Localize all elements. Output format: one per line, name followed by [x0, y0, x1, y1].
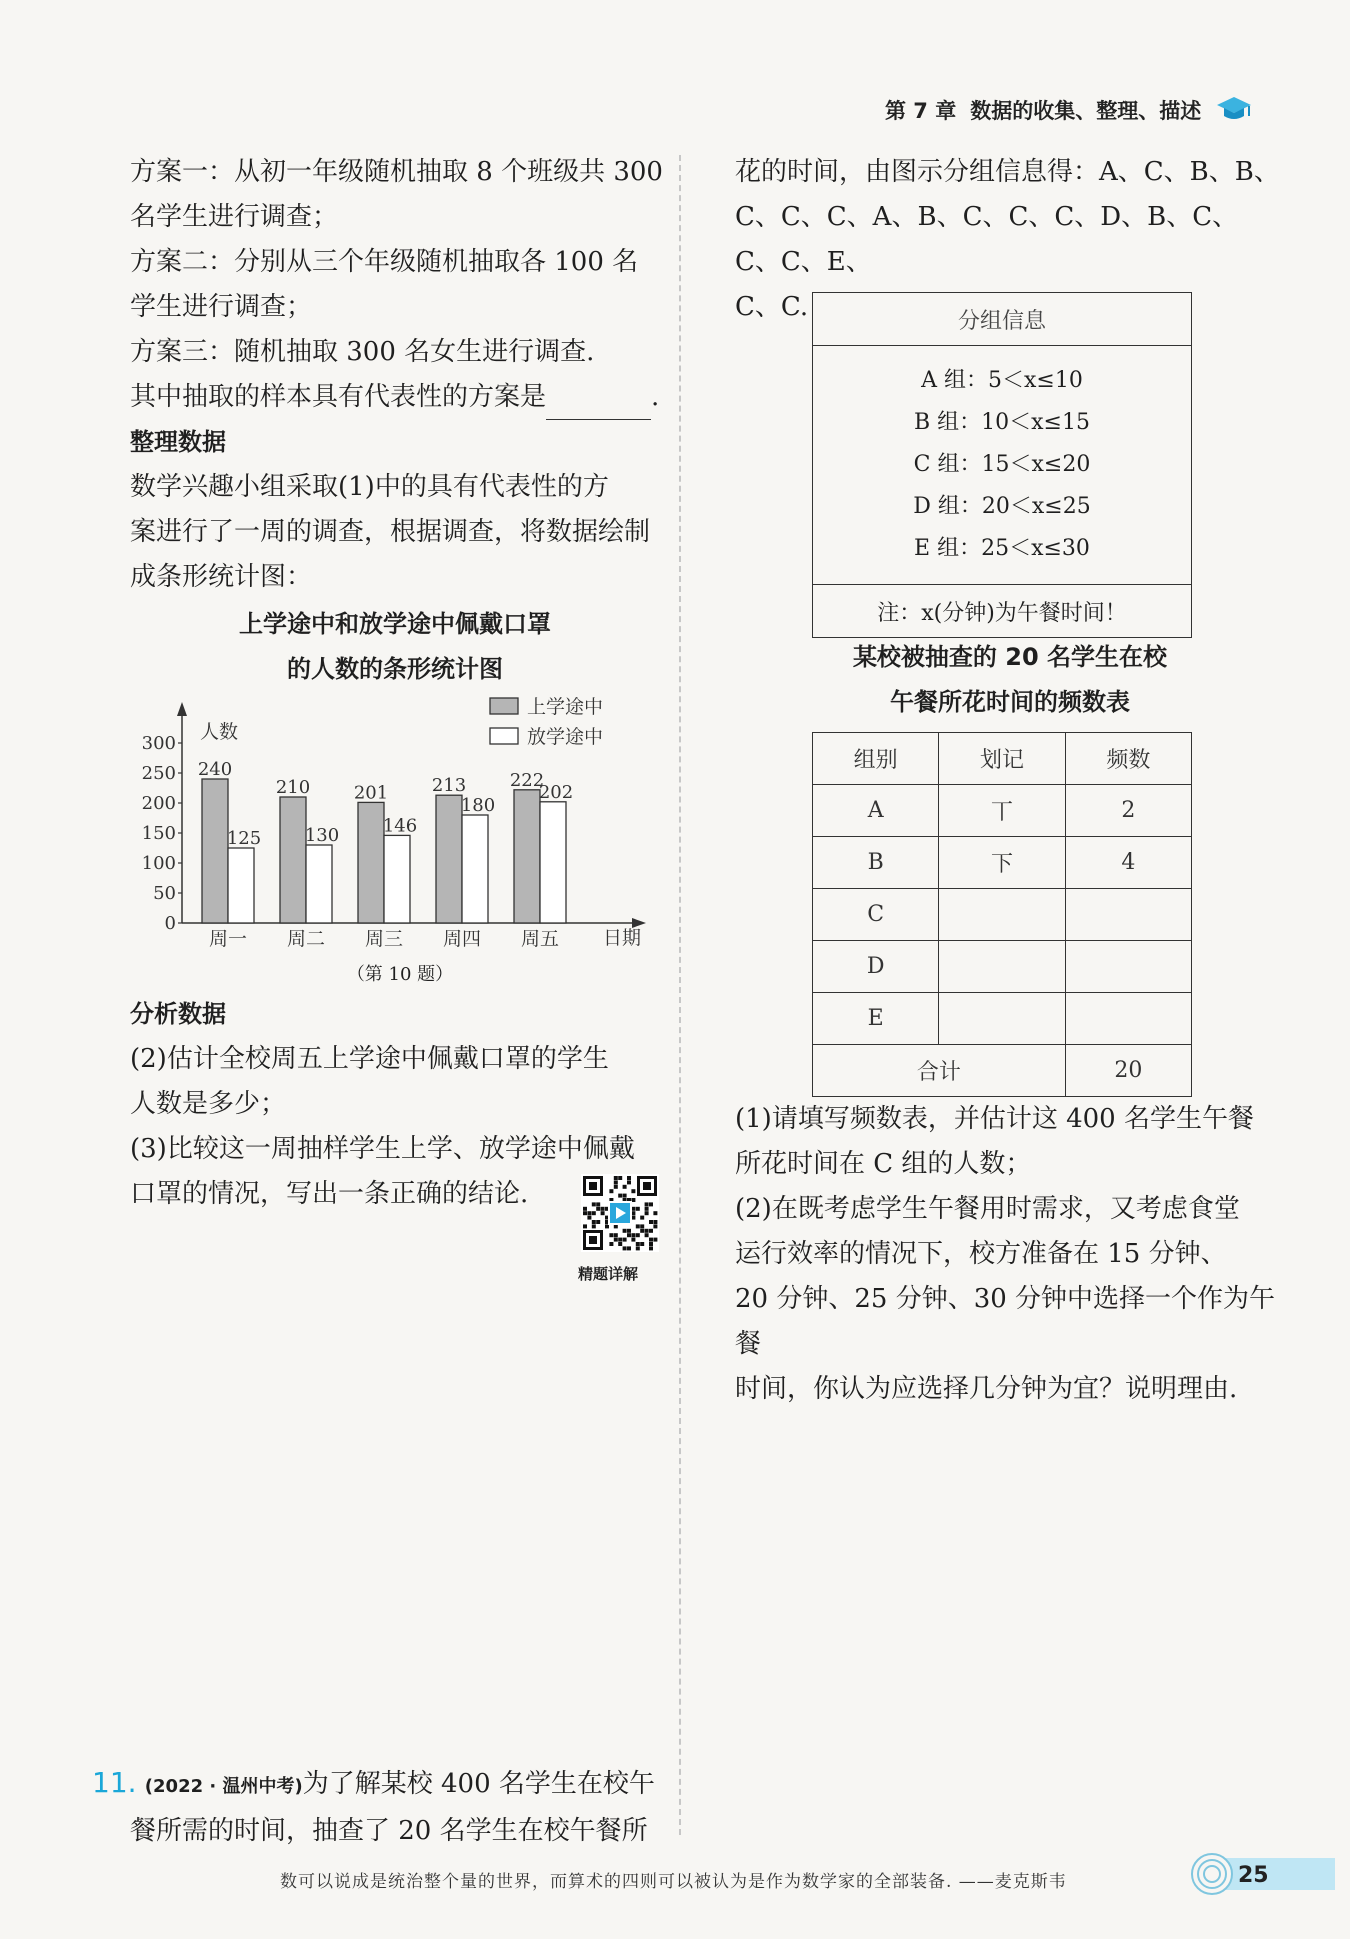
header-tally: 划记 [939, 733, 1065, 785]
group-info-note: 注：x(分钟)为午餐时间！ [813, 585, 1192, 638]
y-tick-label: 150 [141, 823, 176, 844]
answer-blank[interactable] [546, 391, 651, 420]
table-row: E [813, 993, 1192, 1045]
page-number: 25 [1238, 1863, 1269, 1888]
group-info-row-b: B 组：10＜x≤15 [914, 410, 1090, 435]
bar-value-label: 146 [382, 815, 418, 837]
legend-swatch [490, 728, 518, 744]
right-question-2-line-4: 时间，你认为应选择几分钟为宜？说明理由. [735, 1374, 1238, 1404]
heading-organize: 整理数据 [130, 428, 226, 456]
y-tick-label: 50 [153, 883, 176, 904]
bar [514, 790, 540, 923]
intro-line-1: 花的时间，由图示分组信息得：A、C、B、B、 [735, 157, 1280, 187]
bar-value-label: 180 [460, 795, 496, 816]
x-tick-label: 周四 [442, 928, 482, 950]
right-question-2-line-2: 运行效率的情况下，校方准备在 15 分钟、 [735, 1239, 1227, 1269]
x-tick-label: 周一 [208, 928, 248, 950]
chapter-title: 数据的收集、整理、描述 [970, 99, 1202, 123]
question-11-number: 11. [92, 1766, 137, 1799]
question-11-line-1: 为了解某校 400 名学生在校午 [302, 1769, 655, 1799]
plan-3: 方案三：随机抽取 300 名女生进行调查. [130, 337, 595, 367]
table-row: C [813, 889, 1192, 941]
total-label: 合计 [813, 1045, 1066, 1097]
page-number-badge [1190, 1852, 1335, 1896]
x-tick-label: 周五 [520, 928, 560, 950]
bar [436, 795, 462, 923]
legend-swatch [490, 698, 518, 714]
group-info-row-e: E 组：25＜x≤30 [914, 536, 1090, 561]
plan-2-line-2: 学生进行调查； [130, 292, 313, 322]
bar-chart [130, 690, 670, 960]
heading-analyze: 分析数据 [130, 1000, 226, 1028]
footer-quote: 数可以说成是统治整个量的世界，而算术的四则可以被认为是作为数学家的全部装备. ——麦克斯韦 [280, 1872, 1067, 1892]
table-row: D [813, 941, 1192, 993]
intro-line-2: C、C、C、A、B、C、C、C、D、B、C、C、C、E、 [735, 202, 1239, 277]
graduation-cap-icon [1215, 94, 1253, 126]
header-group: 组别 [813, 733, 939, 785]
intro-line-3: C、C. [735, 292, 809, 322]
bar-value-label: 210 [275, 777, 311, 798]
x-axis-label: 日期 [603, 927, 642, 949]
bar [228, 848, 254, 923]
bar-value-label: 240 [197, 759, 233, 780]
plan-1-line-2: 名学生进行调查； [130, 202, 339, 232]
bar [540, 802, 566, 923]
organize-line-2: 案进行了一周的调查，根据调查，将数据绘制 [130, 517, 651, 547]
right-question-1-line-2: 所花时间在 C 组的人数； [735, 1149, 1032, 1179]
question-2-line-1: (2)估计全校周五上学途中佩戴口罩的学生 [130, 1044, 609, 1074]
legend-label: 放学途中 [527, 726, 604, 748]
header-count: 频数 [1065, 733, 1191, 785]
plans-block [130, 150, 665, 600]
group-info-row-a: A 组：5＜x≤10 [921, 368, 1083, 393]
bar [280, 797, 306, 923]
y-tick-label: 300 [141, 733, 176, 754]
bar [358, 802, 384, 923]
question-3-line-2: 口罩的情况，写出一条正确的结论. [130, 1179, 529, 1209]
total-value: 20 [1065, 1045, 1191, 1097]
y-axis-arrow [177, 702, 187, 716]
plan-2-line-1: 方案二：分别从三个年级随机抽取各 100 名 [130, 247, 639, 277]
freq-title-line-2: 午餐所花时间的频数表 [890, 688, 1130, 716]
freq-title-line-1: 某校被抽查的 20 名学生在校 [852, 643, 1168, 671]
bar-value-label: 125 [226, 828, 262, 849]
bar-value-label: 222 [509, 769, 545, 791]
right-question-1-line-1: (1)请填写频数表，并估计这 400 名学生午餐 [735, 1104, 1254, 1134]
legend-label: 上学途中 [527, 696, 604, 718]
question-11-line-2: 餐所需的时间，抽查了 20 名学生在校午餐所 [130, 1816, 648, 1846]
table-row: A 丅 2 [813, 785, 1192, 837]
y-axis-label: 人数 [200, 721, 239, 743]
group-info-row-d: D 组：20＜x≤25 [913, 494, 1091, 519]
right-question-2-line-1: (2)在既考虑学生午餐用时需求，又考虑食堂 [735, 1194, 1240, 1224]
qr-code-icon[interactable] [581, 1174, 659, 1252]
x-tick-label: 周三 [364, 928, 404, 950]
organize-line-3: 成条形统计图： [130, 562, 313, 592]
table-header-row [813, 733, 1192, 785]
chapter-number: 第 7 章 [885, 99, 957, 123]
right-question-2-line-3: 20 分钟、25 分钟、30 分钟中选择一个作为午餐 [735, 1284, 1276, 1359]
right-questions [735, 1097, 1280, 1412]
bar [384, 835, 410, 923]
freq-table-title [760, 635, 1260, 725]
x-tick-label: 周二 [286, 928, 326, 950]
bar [462, 815, 488, 923]
frequency-table [812, 732, 1192, 1097]
question-3-line-1: (3)比较这一周抽样学生上学、放学途中佩戴 [130, 1134, 635, 1164]
table-total-row [813, 1045, 1192, 1097]
question-1: 其中抽取的样本具有代表性的方案是 . [130, 375, 665, 420]
bar [202, 779, 228, 923]
bar-value-label: 130 [304, 825, 340, 846]
qr-label: 精题详解 [578, 1265, 639, 1283]
y-tick-label: 200 [141, 793, 176, 814]
question-2-line-2: 人数是多少； [130, 1089, 287, 1119]
plan-1-line-1: 方案一：从初一年级随机抽取 8 个班级共 300 [130, 157, 663, 187]
column-divider [679, 155, 681, 1835]
bar-value-label: 202 [538, 781, 574, 803]
y-tick-label: 0 [164, 913, 176, 934]
group-info-table [812, 292, 1192, 638]
chart-title-line-1: 上学途中和放学途中佩戴口罩 [239, 610, 551, 638]
bar [306, 845, 332, 923]
y-tick-label: 100 [141, 853, 176, 874]
question-11-source: (2022 · 温州中考) [144, 1776, 303, 1797]
chart-caption: （第 10 题） [346, 964, 454, 985]
group-info-row-c: C 组：15＜x≤20 [913, 452, 1091, 477]
chapter-header [885, 94, 1253, 126]
organize-line-1: 数学兴趣小组采取(1)中的具有代表性的方 [130, 472, 609, 502]
chart-title-line-2: 的人数的条形统计图 [287, 655, 503, 683]
y-tick-label: 250 [141, 763, 176, 784]
bar-value-label: 201 [353, 782, 389, 804]
table-row: B 下 4 [813, 837, 1192, 889]
chart-title [150, 602, 640, 692]
group-info-header: 分组信息 [813, 293, 1192, 346]
bar-value-label: 213 [431, 775, 467, 797]
question-11 [92, 1760, 672, 1854]
